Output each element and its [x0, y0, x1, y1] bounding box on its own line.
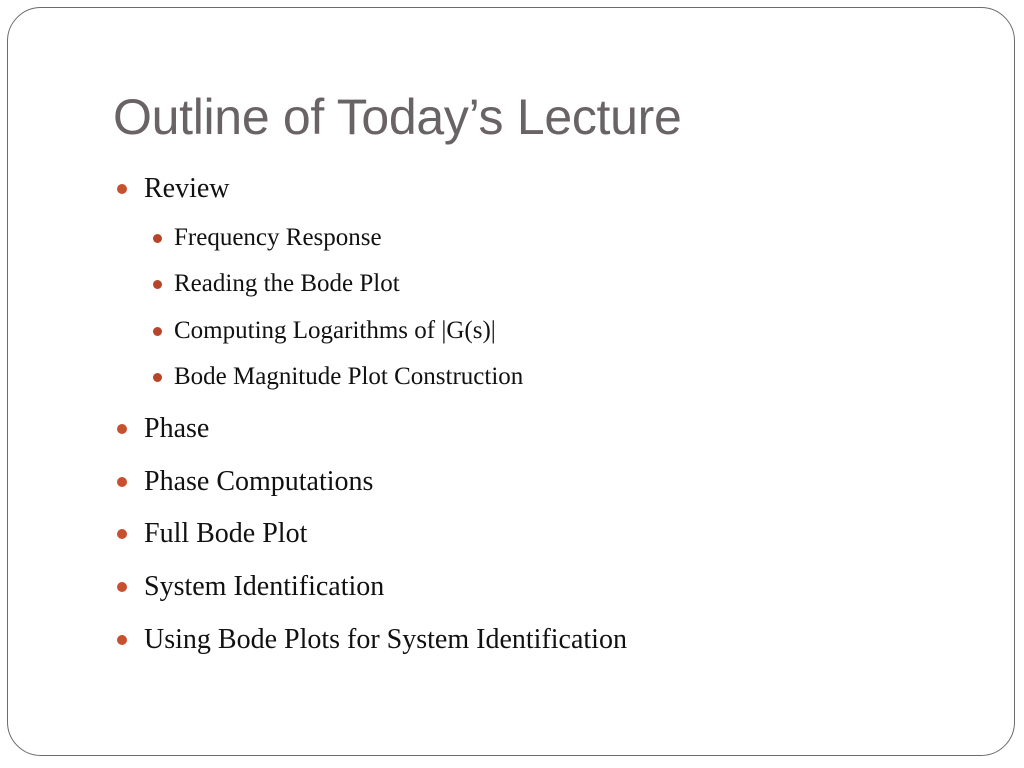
- sub-bullet-text: Computing Logarithms of |G(s)|: [174, 317, 496, 344]
- bullet-text: Full Bode Plot: [144, 518, 308, 549]
- bullet-dot-icon: [117, 424, 127, 434]
- bullet-dot-icon: [117, 529, 127, 539]
- bullet-item-system-identification: [144, 570, 384, 604]
- bullet-item-phase-computations: [144, 465, 373, 499]
- sub-bullet-dot-icon: [153, 280, 162, 289]
- bullet-text: Using Bode Plots for System Identification: [144, 624, 627, 655]
- bullet-item-full-bode-plot: [144, 517, 307, 551]
- bullet-dot-icon: [117, 477, 127, 487]
- slide-title: Outline of Today’s Lecture: [113, 89, 682, 145]
- sub-bullet-text: Frequency Response: [174, 224, 382, 251]
- bullet-text: Phase Computations: [144, 466, 374, 497]
- sub-bullet-dot-icon: [153, 373, 162, 382]
- bullet-dot-icon: [117, 582, 127, 592]
- bullet-text: System Identification: [144, 571, 385, 602]
- sub-bullet-item-frequency-response: [174, 223, 382, 253]
- sub-bullet-item-bode-magnitude: [174, 362, 523, 392]
- bullet-dot-icon: [117, 184, 127, 194]
- sub-bullet-item-reading-bode-plot: [174, 269, 400, 299]
- bullet-item-using-bode-plots: [144, 623, 627, 657]
- bullet-item-phase: [144, 412, 209, 446]
- bullet-item-review: [144, 172, 230, 206]
- sub-bullet-text: Bode Magnitude Plot Construction: [174, 363, 524, 390]
- sub-bullet-item-computing-logarithms: [174, 316, 496, 346]
- sub-bullet-text: Reading the Bode Plot: [174, 270, 400, 297]
- sub-bullet-dot-icon: [153, 327, 162, 336]
- bullet-text: Review: [144, 173, 230, 204]
- bullet-dot-icon: [117, 635, 127, 645]
- sub-bullet-dot-icon: [153, 234, 162, 243]
- bullet-text: Phase: [144, 413, 210, 444]
